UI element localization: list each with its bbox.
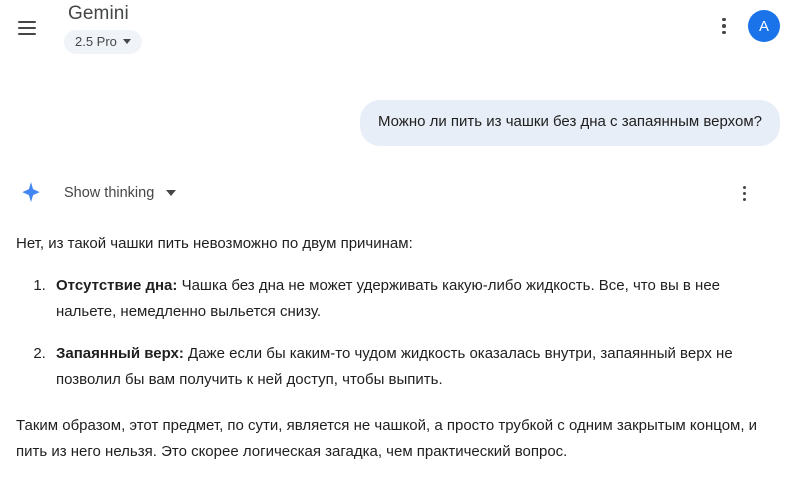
list-item-text: Даже если бы каким-то чудом жидкость оказалась внутри, запаянный верх не позволил бы вам получить к ней доступ, чтобы выпить.: [56, 345, 733, 388]
user-message-row: [16, 100, 780, 146]
kebab-dot: [722, 31, 726, 35]
chevron-down-icon[interactable]: [166, 190, 176, 196]
kebab-dot: [722, 18, 726, 22]
hamburger-line: [18, 33, 36, 35]
avatar[interactable]: A: [748, 10, 780, 42]
list-item: [50, 273, 780, 325]
model-selector-label: 2.5 Pro: [75, 34, 117, 49]
chevron-down-icon: [123, 39, 131, 44]
header-actions: [710, 10, 780, 42]
hamburger-menu-icon[interactable]: [18, 16, 42, 40]
kebab-dot: [743, 192, 746, 195]
kebab-dot: [743, 198, 746, 201]
kebab-dot: [743, 186, 746, 189]
user-message-bubble: Можно ли пить из чашки без дна с запаянным верхом?: [360, 100, 780, 146]
hamburger-line: [18, 27, 36, 29]
conversation: [0, 100, 796, 465]
hamburger-line: [18, 21, 36, 23]
answer-closing: Таким образом, этот предмет, по сути, является не чашкой, а просто трубкой с одним закрытым концом, и пить из него нельзя. Это скорее логическая загадка, чем практический вопрос.: [16, 417, 758, 460]
gemini-sparkle-icon: [18, 180, 44, 206]
list-item-term: Запаянный верх:: [56, 345, 184, 362]
app-title: Gemini: [68, 3, 129, 24]
kebab-dot: [722, 24, 726, 28]
brand-block: [64, 2, 142, 54]
assistant-answer: [16, 231, 780, 465]
model-selector-chip[interactable]: [64, 30, 142, 54]
app-header: [0, 0, 796, 62]
list-item: [50, 341, 780, 393]
show-thinking-label[interactable]: Show thinking: [64, 185, 155, 201]
show-thinking-row: [16, 179, 780, 207]
message-options-icon[interactable]: [732, 179, 756, 207]
kebab-menu-icon[interactable]: [710, 12, 738, 40]
list-item-term: Отсутствие дна:: [56, 277, 178, 294]
list-item-text: Чашка без дна не может удерживать какую-либо жидкость. Все, что вы в нее нальете, немедленно выльется снизу.: [56, 277, 721, 320]
answer-list: [16, 273, 780, 393]
answer-lead: Нет, из такой чашки пить невозможно по двум причинам:: [16, 235, 413, 252]
